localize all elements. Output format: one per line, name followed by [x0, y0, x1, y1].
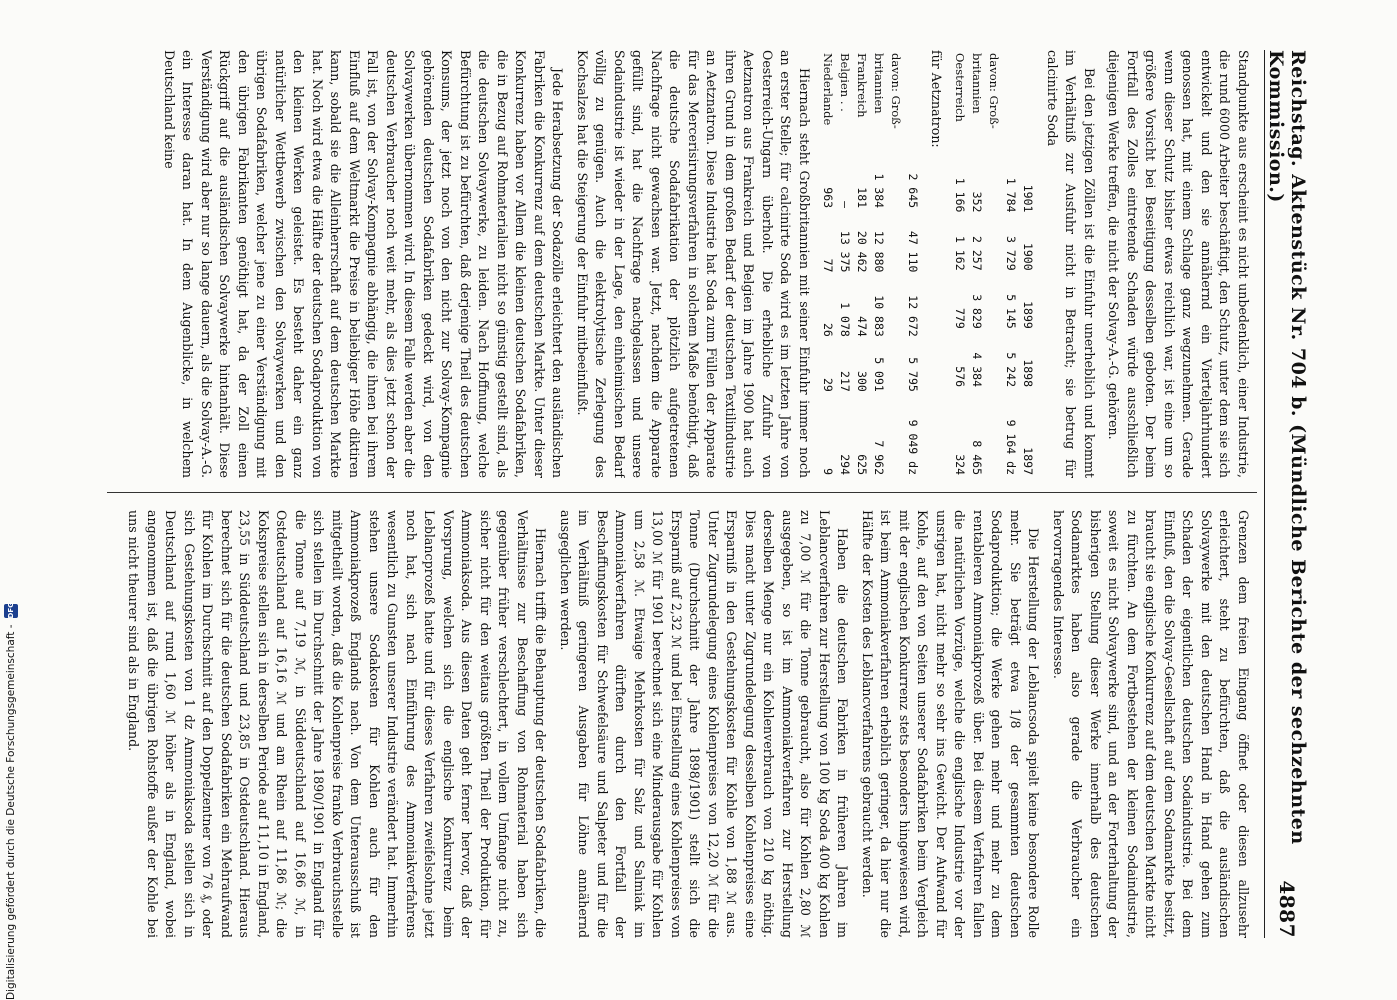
table-cell: —	[838, 201, 852, 209]
table-cell: 300	[855, 371, 869, 392]
paragraph: Jede Herabsetzung der Sodazölle erleichtert den ausländischen Fabriken die Konkurrenz auf dem deutschen Markte. Unter dieser Konkurrenz haben vor Allem die kleinen deutschen Sodafabriken, die in Bezug auf Rohmaterialien nicht so günstig gestellt sind, als die deutschen Solvaywerke, zu leiden. Nach Hoffnung, welche Befürchtung ist zu befürchten, daß derjenige Theil des deutschen Konsums, der jetzt noch von den nicht zur Solvay-Kompagnie gehörenden deutschen Sodafabriken gedeckt wird, von den Solvaywerken übernommen wird. In diesem Falle werden aber die deutschen Verbraucher noch weit mehr, als dies jetzt schon der Fall ist, von der Solvay-Kompagnie abhängig, die ihnen bei ihrem Einfluß auf dem Weltmarkt die Preise in beliebiger Höhe diktiren kann, sobald sie die Alleinherrschaft auf dem deutschen Markte hat. Noch wird etwa die Hälfte der deutschen Sodaproduktion von den kleinen Werken geleistet. Es besteht daher ein ganz natürlicher Wettbewerb zwischen den Solvaywerken und den übrigen Sodafabriken, welcher jene zu einer Verständigung mit den übrigen Fabrikanten genöthigt hat, da der Zoll einen Rückgriff auf die ausländischen Solvaywerke hintanhält. Diese Verständigung wird aber nur so lange dauern, als die Solvay-A.-G. ein Interesse daran hat. In dem Augenblicke, in welchem Deutschland keine	[162, 50, 566, 478]
table-cell: 181	[855, 187, 869, 209]
table-cell: 12 880	[872, 230, 886, 273]
table-cell: 9 049 dz	[906, 419, 920, 475]
table-cell: 2 645	[906, 173, 920, 209]
table-row	[904, 50, 925, 478]
table-label: Belgien . .	[838, 53, 852, 112]
header-title: Reichstag. Aktenstück Nr. 704 b. (Mündliche Berichte der sechzehnten Kommission.)	[1265, 50, 1309, 845]
table-row	[952, 50, 969, 478]
table-label: Frankreich	[855, 53, 869, 118]
table-row	[819, 50, 836, 478]
table-cell: 1900	[1021, 242, 1036, 271]
digitization-credit	[0, 0, 22, 1000]
table-cell: 1899	[1021, 301, 1036, 329]
import-table-caustic-soda	[819, 50, 925, 478]
table-row	[969, 50, 986, 478]
left-column	[112, 50, 1252, 478]
table-cell: 1898	[1021, 359, 1036, 388]
table-cell: 4 384	[970, 352, 985, 388]
paragraph: Hiernach trifft die Behauptung der deutschen Sodafabriken, die Verhältnisse zur Beschaffung von Rohmaterial haben sich gegenüber früher verschlechtert, in vollem Umfange nicht zu, sicher nicht für den weitaus größten Theil der Produktion, für Ammoniaksoda. Aus diesen Daten geht ferner hervor, daß der Vorsprung, welchen sich die englische Konkurrenz beim Leblancprozeß hatte und für dieses Verfahren zweifelsohne jetzt noch hat, sich nach Einführung des Ammoniakverfahrens wesentlich zu Gunsten unserer Industrie verändert hat. Immerhin stehen unsere Sodakosten für Kohlen auch für den Ammoniakprozeß Englands nach. Von dem Unterausschuß ist mitgetheilt worden, daß die Kohlenpreise franko Verbrauchsstelle sich stellen im Durchschnitt der Jahre 1890/1901 in England für die Tonne auf 7,19 ℳ, in Süddeutschland auf 16,86 ℳ, in Ostdeutschland auf 16,16 ℳ und am Rhein auf 11,86 ℳ; die Kokspreise stellen sich in derselben Periode auf 11,10 in England, 23,55 in Süddeutschland und 23,85 in Ostdeutschland. Hieraus berechnet sich für die deutschen Sodafabriken ein Mehraufwand für Kohlen im Durchschnitt auf den Doppelzentner von 76 ₰, oder sich Gestehungskosten von 1 dz Ammoniaksoda stellen sich in Deutschland auf rund 1,60 ℳ höher als in England, wobei angenommen ist, daß die übrigen Rohstoffe außer der Kohle bei uns nicht theurer sind als in England.	[126, 510, 549, 938]
table-cell: 9 164 dz	[1004, 419, 1019, 475]
table-cell: 352	[970, 191, 985, 213]
table-cell: 294	[838, 454, 852, 475]
table-cell: 20 462	[855, 230, 869, 273]
page-number: 4887	[1275, 880, 1299, 938]
table-cell: 1 784	[1004, 177, 1019, 213]
page-header	[1267, 50, 1307, 938]
table-label: davon: Groß-	[889, 53, 903, 129]
import-table-calcinated-soda	[952, 50, 1037, 478]
table-cell: 12 672	[906, 295, 920, 337]
table-cell: 576	[953, 366, 968, 388]
credit-text: Digitalisierung gefördert durch die Deutsche Forschungsgemeinschaft -	[5, 624, 17, 1000]
table-cell: 29	[821, 377, 835, 392]
table-row	[986, 50, 1003, 478]
table-cell: 1 166	[953, 177, 968, 213]
table-cell: 8 465	[970, 440, 985, 475]
table-row	[870, 50, 887, 478]
paragraph: Grenzen dem freien Eingang öffnet oder diesen allzusehr erleichtert, steht zu befürchten, daß die ausländischen Solvaywerke mit den deutschen Hand in Hand gehen zum Schaden der eigentlichen deutschen Sodaindustrie. Bei dem Einfluß, den die Solvay-Gesellschaft auf dem Sodamarkte besitzt, braucht sie englische Konkurrenz auf dem deutschen Markte nicht zu fürchten. An dem Fortbestehen der kleinen Sodaindustrie, soweit es nicht Solvaywerke sind, und an der Forterhaltung der bisherigen Stellung dieser Werke innerhalb des deutschen Sodamarktes haben also gerade die Verbraucher ein hervorragendes Interesse.	[1051, 510, 1251, 938]
paragraph: Die Herstellung der Leblancsoda spielt keine besondere Rolle mehr. Sie beträgt etwa 1/8 der gesammten deutschen Sodaproduktion; die Werke gehen mehr und mehr zu dem rentableren Ammoniakprozeß über. Bei diesem Verfahren fallen die natürlichen Vorzüge, welche die englische Industrie vor der unsrigen hat, nicht mehr so sehr ins Gewicht. Der Aufwand für Kohle, auf den von Seiten unserer Sodafabriken beim Vergleich mit der englischen Konkurrenz stets besonders hingewiesen wird, ist beim Ammoniakverfahren erheblich geringer, da hier nur die Hälfte der Kosten des Leblancverfahrens gebraucht werden.	[860, 510, 1042, 938]
table-cell: 9	[821, 468, 835, 475]
table-label: britannien	[872, 53, 886, 114]
table-row	[887, 50, 904, 478]
table-cell: 26	[821, 322, 835, 337]
table-cell: 10 883	[872, 295, 886, 337]
table-cell: 47 110	[906, 230, 920, 273]
table-cell: 2 257	[970, 236, 985, 271]
table-cell: 1901	[1021, 184, 1036, 213]
table-cell: 5 145	[1004, 294, 1019, 329]
right-column	[112, 510, 1252, 938]
table-cell: 1 162	[953, 236, 968, 271]
table-cell: 77	[821, 258, 835, 273]
table-cell: 1897	[1021, 447, 1036, 475]
paragraph: Haben die deutschen Fabriken in früheren Jahren im Leblancverfahren zur Herstellung von 100 kg Soda 400 kg Kohlen zu 7,00 ℳ für die Tonne gebraucht, also für Kohlen 2,80 ℳ ausgegeben, so ist im Ammoniakverfahren zur Herstellung derselben Menge nur ein Kohlenverbrauch von 210 kg nöthig. Dies macht unter Zugrundelegung desselben Kohlenpreises eine Ersparniß in den Gestehungskosten für Kohle von 1,88 ℳ aus. Unter Zugrundelegung eines Kohlenpreises von 12,20 ℳ für die Tonne (Durchschnitt der Jahre 1898/1901) stellt sich die Ersparniß auf 2,32 ℳ und bei Einstellung eines Kohlenpreises von 13,00 ℳ für 1901 berechnet sich eine Minderausgabe für Kohlen um 2,58 ℳ. Etwaige Mehrkosten für Salz und Salmiak im Ammoniakverfahren dürften durch den Fortfall der Beschaffungskosten für Schwefelsäure und Salpeter und für die im Verhältniß geringeren Ausgaben für Löhne annähernd ausgeglichen werden.	[558, 510, 851, 938]
dfg-logo-icon: DFG	[4, 604, 18, 618]
table-cell: 5 242	[1004, 352, 1019, 388]
table-row	[1003, 50, 1020, 478]
table-label: Oesterreich	[953, 53, 968, 122]
table-cell: 13 375	[838, 230, 852, 273]
paragraph: Bei den jetzigen Zöllen ist die Einfuhr unerheblich und kommt im Verhältniß zur Ausfuhr nicht in Betracht; sie betrug für calcinirte Soda	[1045, 50, 1097, 478]
header-rule	[1264, 50, 1265, 938]
table-row	[836, 50, 853, 478]
table-cell: 963	[821, 187, 835, 209]
table-cell: 779	[953, 308, 968, 329]
table-cell: 1 384	[872, 173, 886, 209]
table-cell: 1 078	[838, 302, 852, 337]
table-label: davon: Groß-	[987, 53, 1002, 129]
table-row	[1020, 50, 1037, 478]
table-cell: 3 829	[970, 294, 985, 329]
table-label: Niederlande	[821, 53, 835, 126]
table-label: britannien	[970, 53, 985, 114]
table-cell: 3 729	[1004, 236, 1019, 271]
paragraph: Hiernach steht Großbritannien mit seiner Einfuhr immer noch an erster Stelle; für calcinirte Soda wird es im letzten Jahre von Oesterreich-Ungarn überholt. Die erhebliche Zufuhr von Aetznatron aus Frankreich und Belgien im Jahre 1900 hat auch ihren Grund in dem großen Bedarf der deutschen Textilindustrie an Aetznatron. Diese Industrie hat Soda zum Füllen der Apparate für das Mercerisirungsverfahren in solchem Maße benöthigt, daß die deutsche Sodafabrikation der plötzlich aufgetretenen Nachfrage nicht gewachsen war. Jetzt, nachdem die Apparate gefüllt sind, hat die Nachfrage nachgelassen und unsere Sodaindustrie ist wieder in der Lage, den einheimischen Bedarf völlig zu genügen. Auch die elektrolytische Zerlegung des Kochsalzes hat die Steigerung der Einfuhr mitbeeinflußt.	[575, 50, 812, 478]
table-cell: 5 091	[872, 357, 886, 392]
table-cell: 324	[953, 454, 968, 475]
column-divider	[107, 492, 1257, 493]
table-heading: für Aetznatron:	[929, 50, 945, 148]
table-cell: 217	[838, 371, 852, 392]
paragraph: Standpunkte aus erscheint es nicht unbedenklich, einer Industrie, die rund 6000 Arbeiter beschäftigt, den Schutz, unter dem sie sich entwickelt und den sie annähernd ein Vierteljahrhundert genossen hat, mit einem Schlage ganz wegzunehmen. Gerade wenn dieser Schutz bisher etwas reichlich war, ist eine um so größere Vorsicht bei Beseitigung desselben geboten. Der beim Fortfall des Zolles eintretende Schaden würde ausschließlich diejenigen Werke treffen, die nicht der Solvay-A.-G. gehören.	[1106, 50, 1251, 478]
table-cell: 474	[855, 316, 869, 337]
table-row	[853, 50, 870, 478]
table-cell: 625	[855, 454, 869, 475]
table-cell: 7 962	[872, 440, 886, 475]
table-cell: 5 795	[906, 357, 920, 392]
